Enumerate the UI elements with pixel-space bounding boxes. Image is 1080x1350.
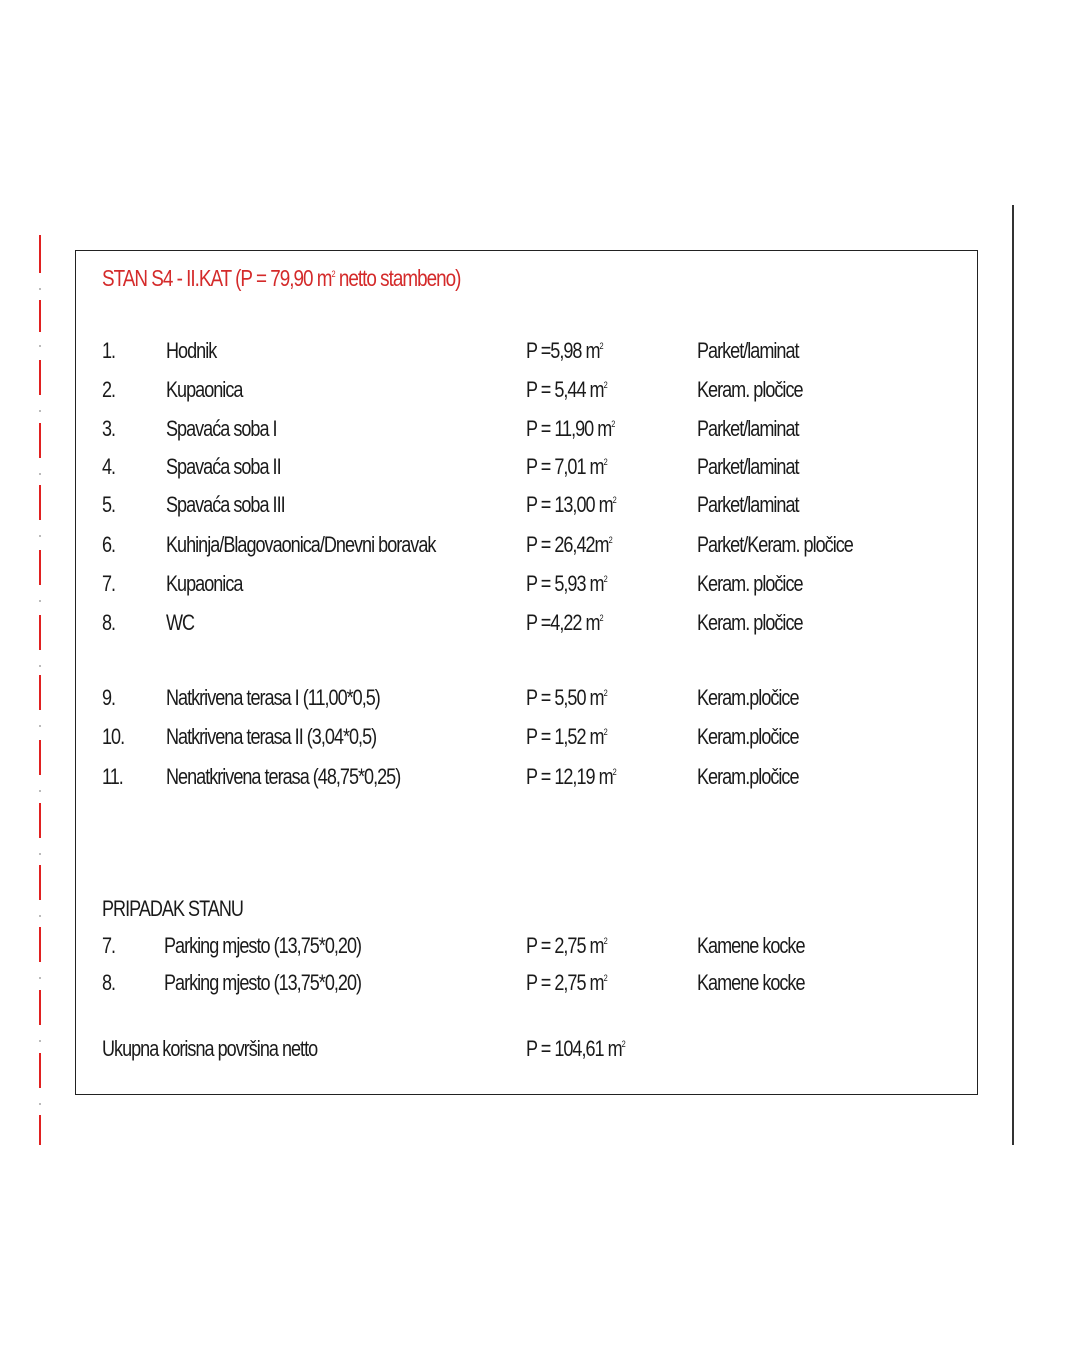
row-number: 10.	[102, 724, 125, 749]
terrace-area: P = 1,52 $m^2$	[526, 724, 607, 749]
row-number: 5.	[102, 492, 116, 517]
margin-dot	[39, 1103, 41, 1105]
row-number: 8.	[102, 610, 116, 635]
total-area: P = 104,61 $m^2$	[526, 1036, 625, 1061]
appurtenance-name: Parking mjesto (13,75*0,20)	[164, 970, 362, 995]
room-area: P = 5,93 $m^2$	[526, 571, 607, 596]
margin-dot	[39, 288, 41, 290]
margin-mark	[39, 1053, 41, 1088]
appurtenance-name: Parking mjesto (13,75*0,20)	[164, 933, 362, 958]
margin-mark	[39, 615, 41, 650]
room-name: Hodnik	[166, 338, 217, 363]
right-border-line	[1012, 205, 1014, 1145]
margin-dot	[39, 915, 41, 917]
row-number: 6.	[102, 532, 116, 557]
terrace-area: P = 5,50 $m^2$	[526, 685, 607, 710]
margin-dot	[39, 410, 41, 412]
appurtenance-area: P = 2,75 $m^2$	[526, 933, 607, 958]
margin-mark	[39, 485, 41, 520]
terrace-area: P = 12,19 $m^2$	[526, 764, 616, 789]
margin-mark	[39, 1115, 41, 1145]
room-flooring: Parket/laminat	[697, 492, 799, 517]
apartment-spec-sheet	[75, 250, 978, 1095]
appurtenance-flooring: Kamene kocke	[697, 970, 805, 995]
margin-mark	[39, 675, 41, 710]
margin-mark	[39, 360, 41, 395]
room-name: Kupaonica	[166, 571, 243, 596]
room-area: P = 7,01 $m^2$	[526, 454, 607, 479]
margin-dot	[39, 345, 41, 347]
room-flooring: Keram. pločice	[697, 377, 803, 402]
room-name: Kupaonica	[166, 377, 243, 402]
row-number: 9.	[102, 685, 116, 710]
margin-dot	[39, 473, 41, 475]
room-flooring: Parket/laminat	[697, 338, 799, 363]
margin-dot	[39, 790, 41, 792]
row-number: 2.	[102, 377, 116, 402]
row-number: 3.	[102, 416, 116, 441]
margin-mark	[39, 235, 41, 273]
row-number: 7.	[102, 933, 116, 958]
margin-mark	[39, 550, 41, 585]
terrace-name: Nenatkrivena terasa (48,75*0,25)	[166, 764, 401, 789]
room-name: Spavaća soba I	[166, 416, 277, 441]
terrace-name: Natkrivena terasa II (3,04*0,5)	[166, 724, 377, 749]
room-area: P = 13,00 $m^2$	[526, 492, 616, 517]
margin-mark	[39, 740, 41, 775]
margin-dot	[39, 535, 41, 537]
terrace-flooring: Keram.pločice	[697, 764, 799, 789]
margin-mark	[39, 927, 41, 962]
margin-dot	[39, 977, 41, 979]
total-label: Ukupna korisna površina netto	[102, 1036, 318, 1061]
margin-mark	[39, 865, 41, 900]
room-flooring: Keram. pločice	[697, 610, 803, 635]
margin-dot	[39, 665, 41, 667]
section-heading: PRIPADAK STANU	[102, 896, 243, 921]
terrace-flooring: Keram.pločice	[697, 685, 799, 710]
room-flooring: Parket/Keram. pločice	[697, 532, 853, 557]
margin-mark	[39, 990, 41, 1025]
margin-mark	[39, 300, 41, 332]
row-number: 1.	[102, 338, 116, 363]
room-area: P = 11,90 $m^2$	[526, 416, 615, 441]
margin-mark	[39, 423, 41, 458]
row-number: 11.	[102, 764, 123, 789]
margin-marks	[39, 205, 42, 1150]
row-number: 8.	[102, 970, 116, 995]
terrace-flooring: Keram.pločice	[697, 724, 799, 749]
row-number: 7.	[102, 571, 116, 596]
appurtenance-flooring: Kamene kocke	[697, 933, 805, 958]
room-name: Spavaća soba II	[166, 454, 281, 479]
room-name: Spavaća soba III	[166, 492, 285, 517]
room-flooring: Keram. pločice	[697, 571, 803, 596]
room-name: Kuhinja/Blagovaonica/Dnevni boravak	[166, 532, 436, 557]
room-name: WC	[166, 610, 195, 635]
margin-dot	[39, 853, 41, 855]
margin-dot	[39, 725, 41, 727]
room-flooring: Parket/laminat	[697, 454, 799, 479]
terrace-name: Natkrivena terasa I (11,00*0,5)	[166, 685, 380, 710]
row-number: 4.	[102, 454, 116, 479]
margin-dot	[39, 600, 41, 602]
margin-mark	[39, 803, 41, 838]
room-area: P =5,98 $m^2$	[526, 338, 603, 363]
sheet-title: STAN S4 - II.KAT (P = 79,90 $m^2$ netto stambeno)	[102, 265, 461, 291]
room-area: P =4,22 $m^2$	[526, 610, 603, 635]
room-flooring: Parket/laminat	[697, 416, 799, 441]
room-area: P = 5,44 $m^2$	[526, 377, 607, 402]
room-area: $P = 26,42m^2$	[526, 532, 612, 557]
appurtenance-area: P = 2,75 $m^2$	[526, 970, 607, 995]
margin-dot	[39, 1040, 41, 1042]
